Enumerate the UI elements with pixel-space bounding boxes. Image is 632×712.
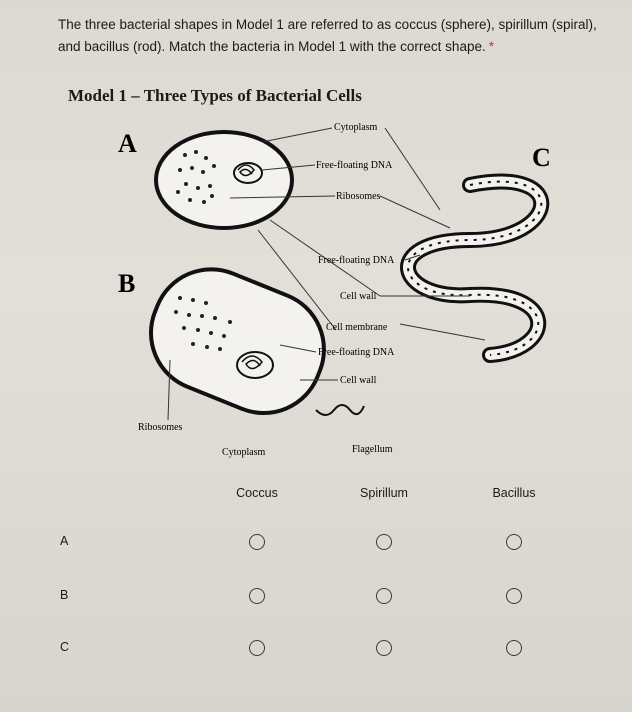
column-header-coccus: Coccus bbox=[236, 486, 278, 500]
radio-a-bacillus[interactable] bbox=[506, 534, 522, 550]
radio-c-coccus[interactable] bbox=[249, 640, 265, 656]
a-cytoplasm-label: Cytoplasm bbox=[334, 122, 378, 133]
b-flagellum-label: Flagellum bbox=[352, 444, 393, 455]
cell-c-label: C bbox=[532, 143, 551, 172]
b-cytoplasm-label: Cytoplasm bbox=[222, 447, 266, 458]
required-marker: * bbox=[488, 39, 494, 54]
row-label-c: C bbox=[60, 640, 70, 654]
cell-b-label: B bbox=[118, 269, 136, 298]
c-dna-label: Free-floating DNA bbox=[318, 255, 395, 266]
row-label-b: B bbox=[60, 588, 69, 602]
c-cell-membrane-label: Cell membrane bbox=[326, 322, 388, 333]
column-header-bacillus: Bacillus bbox=[492, 486, 536, 500]
radio-b-coccus[interactable] bbox=[249, 588, 265, 604]
a-ribosomes-label: Ribosomes bbox=[336, 191, 381, 202]
b-cell-wall-label: Cell wall bbox=[340, 375, 377, 386]
radio-a-spirillum[interactable] bbox=[376, 534, 392, 550]
radio-b-spirillum[interactable] bbox=[376, 588, 392, 604]
b-dna-label: Free-floating DNA bbox=[318, 347, 395, 358]
b-ribosomes-label: Ribosomes bbox=[138, 422, 183, 433]
radio-a-coccus[interactable] bbox=[249, 534, 265, 550]
radio-c-bacillus[interactable] bbox=[506, 640, 522, 656]
column-header-spirillum: Spirillum bbox=[360, 486, 408, 500]
row-label-a: A bbox=[60, 534, 69, 548]
radio-c-spirillum[interactable] bbox=[376, 640, 392, 656]
cell-a-label: A bbox=[118, 129, 137, 158]
cell-a bbox=[156, 132, 292, 228]
model-title: Model 1 – Three Types of Bacterial Cells bbox=[68, 86, 362, 105]
question-prompt: The three bacterial shapes in Model 1 are referred to as coccus (sphere), spirillum (spiral), and bacillus (rod). Match the bacteria in Model 1 with the correct shape. bbox=[58, 17, 597, 54]
c-cell-wall-label: Cell wall bbox=[340, 291, 377, 302]
a-dna-label: Free-floating DNA bbox=[316, 160, 393, 171]
radio-b-bacillus[interactable] bbox=[506, 588, 522, 604]
